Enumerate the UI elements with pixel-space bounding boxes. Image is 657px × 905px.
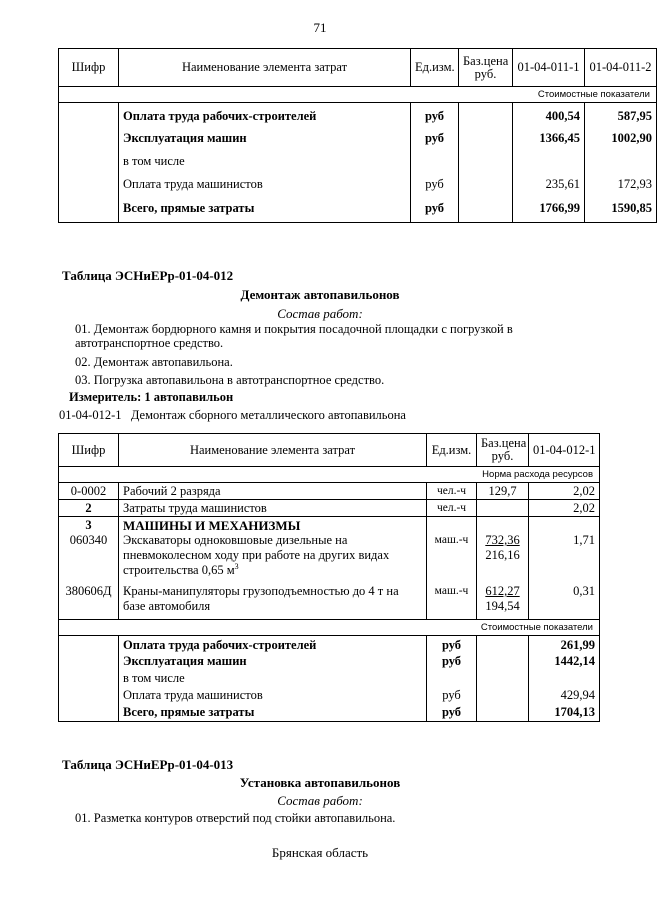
row-name-text: строительства 0,65 м xyxy=(123,563,235,577)
row-value: 2,02 xyxy=(529,500,600,517)
section-heading: Демонтаж автопавильонов xyxy=(240,287,400,302)
row-unit: руб xyxy=(411,103,459,127)
table-row xyxy=(59,127,657,149)
header-code: Шифр xyxy=(59,434,119,467)
band-label: Стоимостные показатели xyxy=(59,619,600,635)
table-row xyxy=(59,670,600,687)
row-unit: руб xyxy=(411,171,459,195)
row-value-2: 1002,90 xyxy=(585,127,657,149)
table-row xyxy=(59,687,600,704)
price-labor: 194,54 xyxy=(485,599,520,613)
row-name: Оплата труда машинистов xyxy=(119,171,411,195)
table-header-row xyxy=(59,49,657,87)
work-step: 02. Демонтаж автопавильона. xyxy=(75,355,233,369)
header-unit: Ед.изм. xyxy=(427,434,477,467)
table-row xyxy=(59,103,657,127)
header-base-price: Баз.цена руб. xyxy=(459,49,513,87)
work-step: 01. Разметка контуров отверстий под стойки автопавильона. xyxy=(75,811,396,825)
row-name-line: пневмоколесном ходу при работе на других видах xyxy=(123,548,390,562)
header-unit: Ед.изм. xyxy=(411,49,459,87)
row-name: МАШИНЫ И МЕХАНИЗМЫ xyxy=(119,517,427,534)
row-value-1: 1366,45 xyxy=(513,127,585,149)
row-value: 1,71 xyxy=(529,533,600,584)
header-base-price: Баз.цена руб. xyxy=(477,434,529,467)
table-row xyxy=(59,195,657,223)
row-name: Затраты труда машинистов xyxy=(119,500,427,517)
header-name: Наименование элемента затрат xyxy=(119,49,411,87)
row-unit: руб xyxy=(427,653,477,670)
row-value: 1442,14 xyxy=(529,653,600,670)
row-name xyxy=(119,584,427,619)
row-value-1: 1766,99 xyxy=(513,195,585,223)
row-unit: руб xyxy=(427,687,477,704)
row-name xyxy=(119,533,427,584)
header-col-011-2: 01-04-011-2 xyxy=(585,49,657,87)
composition-label: Состав работ: xyxy=(277,793,363,808)
row-value-2: 172,93 xyxy=(585,171,657,195)
header-name: Наименование элемента затрат xyxy=(119,434,427,467)
row-base-price: 129,7 xyxy=(477,483,529,500)
band-label: Норма расхода ресурсов xyxy=(59,467,600,483)
resource-table-01-04-012 xyxy=(58,433,600,722)
row-name-line: Краны-манипуляторы грузоподъемностью до 4 т на xyxy=(123,584,399,598)
meter-label: Измеритель: 1 автопавильон xyxy=(69,390,234,404)
row-base-price xyxy=(477,500,529,517)
table-row xyxy=(59,149,657,171)
row-value-1: 400,54 xyxy=(513,103,585,127)
table-title: Таблица ЭСНиЕРр-01-04-013 xyxy=(62,757,234,772)
row-name: Оплата труда рабочих-строителей xyxy=(119,635,427,653)
table-row xyxy=(59,517,600,534)
row-unit: руб xyxy=(411,127,459,149)
table-title: Таблица ЭСНиЕРр-01-04-012 xyxy=(62,268,234,283)
band-cost-indicators xyxy=(59,619,600,635)
row-unit: чел.-ч xyxy=(427,483,477,500)
row-name-superscript: 3 xyxy=(234,561,239,571)
row-name: Рабочий 2 разряда xyxy=(119,483,427,500)
header-col-012-1: 01-04-012-1 xyxy=(529,434,600,467)
cost-table-01-04-011 xyxy=(58,48,657,223)
row-code: 0-0002 xyxy=(59,483,119,500)
row-base-price xyxy=(477,533,529,584)
work-step: 03. Погрузка автопавильона в автотранспортное средство. xyxy=(75,373,385,387)
row-base-price xyxy=(477,584,529,619)
row-value-2: 587,95 xyxy=(585,103,657,127)
row-value-1: 235,61 xyxy=(513,171,585,195)
table-row xyxy=(59,483,600,500)
row-unit: маш.-ч xyxy=(427,584,477,619)
row-unit: руб xyxy=(427,704,477,721)
row-code: 060340 xyxy=(59,533,119,584)
region-footer: Брянская область xyxy=(271,845,369,860)
table-row xyxy=(59,635,600,653)
table-row xyxy=(59,653,600,670)
row-value: 261,99 xyxy=(529,635,600,653)
norm-code-line: 01-04-012-1 Демонтаж сборного металлического автопавильона xyxy=(59,408,406,422)
price-total: 612,27 xyxy=(485,584,520,598)
row-value: 1704,13 xyxy=(529,704,600,721)
band-cost-indicators xyxy=(59,87,657,103)
row-name: в том числе xyxy=(119,149,411,171)
row-code: 380606Д xyxy=(59,584,119,619)
row-name: Оплата труда рабочих-строителей xyxy=(119,103,411,127)
header-col-011-1: 01-04-011-1 xyxy=(513,49,585,87)
row-unit: руб xyxy=(411,195,459,223)
table-row xyxy=(59,704,600,721)
band-resource-norms xyxy=(59,467,600,483)
table-row xyxy=(59,533,600,584)
row-name: в том числе xyxy=(119,670,427,687)
row-code: 2 xyxy=(59,500,119,517)
table-row xyxy=(59,171,657,195)
row-value-2: 1590,85 xyxy=(585,195,657,223)
row-value: 0,31 xyxy=(529,584,600,619)
work-step: 01. Демонтаж бордюрного камня и покрытия посадочной площадки с погрузкой в xyxy=(75,322,513,336)
table-header-row xyxy=(59,434,600,467)
row-name: Эксплуатация машин xyxy=(119,653,427,670)
row-name-line xyxy=(123,563,422,578)
table-row xyxy=(59,500,600,517)
row-value: 429,94 xyxy=(529,687,600,704)
band-label: Стоимостные показатели xyxy=(59,87,657,103)
composition-label: Состав работ: xyxy=(277,306,363,321)
row-name-line: Экскаваторы одноковшовые дизельные на xyxy=(123,533,348,547)
row-name: Всего, прямые затраты xyxy=(119,704,427,721)
row-name: Всего, прямые затраты xyxy=(119,195,411,223)
row-code: 3 xyxy=(59,517,119,534)
row-name: Оплата труда машинистов xyxy=(119,687,427,704)
header-code: Шифр xyxy=(59,49,119,87)
work-step-continued: автотранспортное средство. xyxy=(75,336,224,350)
row-name: Эксплуатация машин xyxy=(119,127,411,149)
row-unit: руб xyxy=(427,635,477,653)
row-unit: маш.-ч xyxy=(427,533,477,584)
row-value: 2,02 xyxy=(529,483,600,500)
price-labor: 216,16 xyxy=(485,548,520,562)
row-unit: чел.-ч xyxy=(427,500,477,517)
price-total: 732,36 xyxy=(485,533,520,547)
row-name-line: базе автомобиля xyxy=(123,599,211,613)
table-row xyxy=(59,584,600,619)
section-heading: Установка автопавильонов xyxy=(239,775,401,790)
page-number: 71 xyxy=(313,20,327,35)
